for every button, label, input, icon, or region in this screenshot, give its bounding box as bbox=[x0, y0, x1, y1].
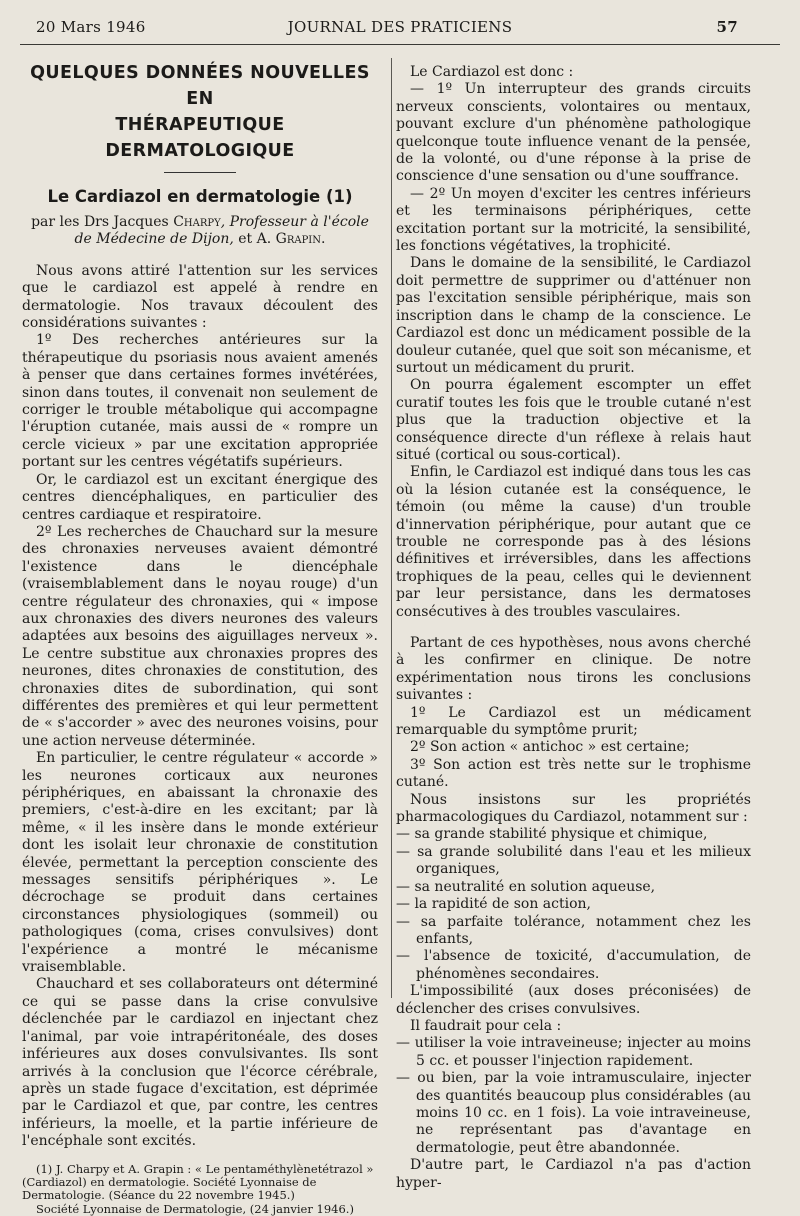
page-number: 57 bbox=[716, 18, 738, 36]
running-header bbox=[0, 18, 800, 42]
property-item: — l'absence de toxicité, d'accumulation, de phénomènes secondaires. bbox=[396, 948, 751, 982]
author-name: Charpy bbox=[173, 214, 221, 230]
paragraph: Nous avons attiré l'attention sur les services que le cardiazol est appelé à rendre en dermatologie. Nos travaux découlent des considérations suivantes : bbox=[22, 262, 378, 332]
footnote: (1) J. Charpy et A. Grapin : « Le pentaméthylènetétrazol » (Cardiazol) en dermatologie. Société Lyonnaise de Dermatologie. (Séance du 22 novembre 1945.) bbox=[22, 1161, 374, 1203]
title-line: THÉRAPEUTIQUE DERMATOLOGIQUE bbox=[105, 115, 295, 161]
paragraph: Or, le cardiazol est un excitant énergique des centres diencéphaliques, en particulier des centres cardiaque et respiratoire. bbox=[22, 471, 378, 523]
paragraph: Dans le domaine de la sensibilité, le Cardiazol doit permettre de supprimer ou d'atténuer non pas l'excitation sensible périphérique, mais son inscription dans le champ de la conscience. Le Cardiazol est donc un médicament possible de la douleur cutanée, quel que soit son mécanisme, et surtout un médicament du prurit. bbox=[396, 255, 751, 376]
conclusion-item: 3º Son action est très nette sur le trophisme cutané. bbox=[396, 756, 751, 791]
paragraph: 1º Des recherches antérieures sur la thérapeutique du psoriasis nous avaient amenés à penser que dans certaines formes invétérées, sinon dans toutes, il convenait non seulement de corriger le trouble métabolique qui accompagne l'éruption cutanée, mais aussi de « rompre un cercle vicieux » par une excitation appropriée portant sur les centres végétatifs supérieurs. bbox=[22, 332, 378, 471]
footnote: Société Lyonnaise de Dermatologie, (24 janvier 1946.) bbox=[36, 1201, 354, 1216]
paragraph: 2º Les recherches de Chauchard sur la mesure des chronaxies nerveuses avaient démontré l'existence dans le diencéphale (vraisemblablement dans le noyau rouge) d'un centre régulateur des chronaxies, qui « impose aux chronaxies des divers neurones des valeurs adaptées aux besoins des aiguillages nerveux ». Le centre substitue aux chronaxies propres des neurones, dites chronaxies de constitution, des chronaxies dites de subordination, qui sont différentes des premières et qui leur permettent de « s'accorder » avec des neurones voisins, pour une action nerveuse déterminée. bbox=[22, 523, 378, 749]
journal-name: JOURNAL DES PRATICIENS bbox=[287, 18, 513, 36]
conclusion-item: 2º Son action « antichoc » est certaine; bbox=[410, 739, 690, 756]
title-line: EN bbox=[186, 89, 214, 109]
method-item: — ou bien, par la voie intramusculaire, injecter des quantités beaucoup plus considérables (au moins 10 cc. en 1 fois). La voie intraveineuse, ne représentant pas d'avantage en dermatologie, peut être abandonnée. bbox=[396, 1070, 751, 1156]
paragraph: D'autre part, le Cardiazol n'a pas d'action hyper- bbox=[396, 1157, 751, 1191]
column-divider bbox=[391, 58, 392, 998]
property-item: — sa parfaite tolérance, notamment chez les enfants, bbox=[396, 913, 751, 947]
paragraph: En particulier, le centre régulateur « accorde » les neurones corticaux aux neurones périphériques, en abaissant la chronaxie des premiers, c'est-à-dire en les excitant; par là même, « il les insère dans le monde extérieur dont les isolait leur chronaxie de constitution élevée, permettant la perception consciente des messages sensitifs périphériques ». Le décrochage se produit dans certaines circonstances physiologiques (sommeil) ou pathologiques (coma, crises convulsives) dont l'expérience a montré le mécanisme vraisemblable. bbox=[22, 750, 378, 976]
paragraph: On pourra également escompter un effet curatif toutes les fois que le trouble cutané n'est plus que la traduction objective et la conséquence directe d'un réflexe à relais haut situé (cortical ou sous-cortical). bbox=[396, 377, 751, 463]
conclusion-item: 1º Le Cardiazol est un médicament remarquable du symptôme prurit; bbox=[396, 704, 751, 739]
header-rule bbox=[20, 44, 780, 45]
issue-date: 20 Mars 1946 bbox=[36, 18, 146, 36]
article-title bbox=[22, 60, 378, 164]
property-item: — sa grande stabilité physique et chimique, bbox=[396, 826, 708, 843]
author-role: , Professeur à l'école de Médecine de Dijon, bbox=[74, 214, 369, 248]
paragraph: Partant de ces hypothèses, nous avons cherché à les confirmer en clinique. De notre expérimentation nous tirons les conclusions suivantes : bbox=[396, 635, 751, 704]
paragraph: — 1º Un interrupteur des grands circuits nerveux conscients, volontaires ou mentaux, pouvant exclure d'un phénomène pathologique quelconque toute influence venant de la pensée, de la volonté, ou d'une réponse à la prise de conscience d'une sensation ou d'une souffrance. bbox=[396, 81, 751, 185]
title-line: QUELQUES DONNÉES NOUVELLES bbox=[30, 63, 370, 83]
author-name: Grapin bbox=[275, 231, 322, 248]
paragraph: Il faudrait pour cela : bbox=[410, 1017, 562, 1034]
property-item: — la rapidité de son action, bbox=[396, 896, 591, 913]
paragraph: Nous insistons sur les propriétés pharmacologiques du Cardiazol, notamment sur : bbox=[396, 791, 751, 826]
footnotes bbox=[22, 1163, 378, 1216]
paragraph: — 2º Un moyen d'exciter les centres inférieurs et les terminaisons périphériques, cette excitation portant sur la motricité, la sensibilité, les fonctions végétatives, la trophicité. bbox=[396, 185, 751, 255]
property-item: — sa grande solubilité dans l'eau et les milieux organiques, bbox=[396, 843, 751, 878]
paragraph: Le Cardiazol est donc : bbox=[410, 64, 574, 80]
title-rule bbox=[164, 172, 236, 173]
paragraph: Enfin, le Cardiazol est indiqué dans tous les cas où la lésion cutanée est la conséquence, le témoin (ou même la cause) d'un trouble d'innervation périphérique, pour autant que ce trouble ne corresponde pas à des lésions définitives et irréversibles, dans les affections trophiques de la peau, celles qui le deviennent par leur persistance, dans les dermatoses consécutives à des troubles vasculaires. bbox=[396, 464, 751, 620]
byline-prefix: par les Drs Jacques bbox=[31, 214, 169, 230]
paragraph: L'impossibilité (aux doses préconisées) de déclencher des crises convulsives. bbox=[396, 983, 751, 1017]
byline-end: . bbox=[321, 231, 326, 248]
paragraph: Chauchard et ses collaborateurs ont déterminé ce qui se passe dans la crise convulsive déclenchée par le cardiazol en injectant chez l'animal, par voie intrapéritonéale, des doses inférieures aux doses convulsivantes. Ils sont arrivés à la conclusion que l'écorce cérébrale, après un stade fugace d'excitation, est déprimée par le Cardiazol et que, par contre, les centres inférieurs, la moelle, et la partie inférieure de l'encéphale sont excités. bbox=[22, 976, 378, 1150]
section-gap bbox=[396, 621, 751, 635]
right-column bbox=[396, 64, 751, 1192]
byline-and: et A. bbox=[238, 231, 272, 248]
method-item: — utiliser la voie intraveineuse; injecter au moins 5 cc. et pousser l'injection rapidement. bbox=[396, 1035, 751, 1069]
byline bbox=[22, 214, 378, 249]
left-column bbox=[22, 60, 378, 1216]
article-subtitle: Le Cardiazol en dermatologie (1) bbox=[47, 187, 353, 206]
property-item: — sa neutralité en solution aqueuse, bbox=[396, 878, 656, 895]
